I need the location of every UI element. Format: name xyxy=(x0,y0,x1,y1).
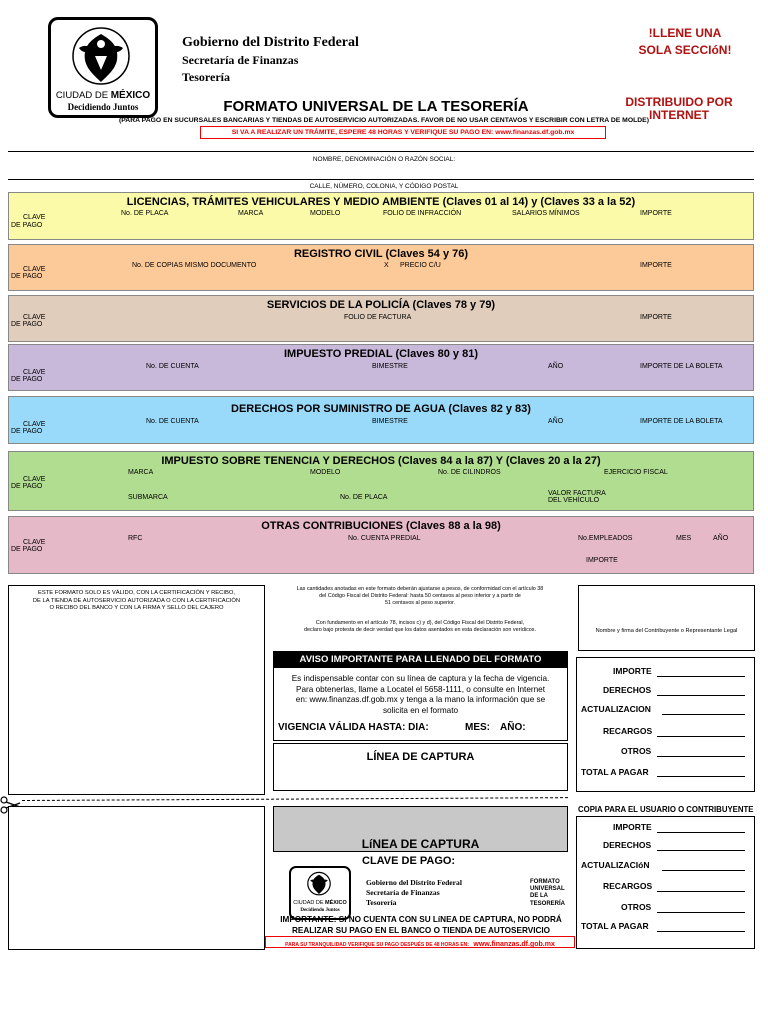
copy-total-importe-label: IMPORTE xyxy=(613,822,652,832)
vigencia-label: VIGENCIA VÁLIDA HASTA: DIA: xyxy=(278,722,429,733)
clave-label: DE PAGO xyxy=(11,376,43,383)
clave-label: DE PAGO xyxy=(11,321,43,328)
col-label: EJERCICIO FISCAL xyxy=(604,469,668,476)
col-label: No. DE CUENTA xyxy=(146,418,199,425)
copy-logo xyxy=(289,866,351,920)
col-label: SALARIOS MÍNIMOS xyxy=(512,210,580,217)
tesoreria-name: Tesorería xyxy=(182,70,230,84)
logo-motto: Decidiendo Juntos xyxy=(67,102,139,112)
col-label: MODELO xyxy=(310,210,341,217)
distributed-line2: INTERNET xyxy=(649,108,709,122)
address-field-label: CALLE, NÚMERO, COLONIA, Y CÓDIGO POSTAL xyxy=(309,183,459,190)
copy-totals-box[interactable] xyxy=(576,816,755,949)
col-label: IMPORTE DE LA BOLETA xyxy=(640,363,723,370)
col-label: FOLIO DE INFRACCIÓN xyxy=(383,210,462,217)
total-pagar-label: TOTAL A PAGAR xyxy=(581,767,649,777)
section-title: REGISTRO CIVIL (Claves 54 y 76) xyxy=(293,248,469,260)
clave-label: CLAVE xyxy=(23,369,46,376)
section-title: IMPUESTO SOBRE TENENCIA Y DERECHOS (Claves 84 a la 87) Y (Claves 20 a la 27) xyxy=(161,455,601,467)
copy-certification-box xyxy=(8,806,265,950)
name-field-label: NOMBRE, DENOMINACIÓN O RAZÓN SOCIAL: xyxy=(312,156,456,163)
total-pagar-field[interactable] xyxy=(657,776,745,777)
aviso-box xyxy=(273,651,568,741)
copy-total-derechos-label: DERECHOS xyxy=(603,840,652,850)
copy-total-actualizacion-label: ACTUALIZACIóN xyxy=(581,860,650,870)
cut-line xyxy=(22,797,568,801)
certification-box xyxy=(8,585,265,795)
clave-label: DE PAGO xyxy=(11,483,43,490)
total-derechos-label: DERECHOS xyxy=(603,685,652,695)
total-otros-field[interactable] xyxy=(657,756,745,757)
section-title: DERECHOS POR SUMINISTRO DE AGUA (Claves 82 y 83) xyxy=(231,403,531,415)
copy-total-actualizacion-field[interactable] xyxy=(662,870,745,871)
col-label: VALOR FACTURA xyxy=(548,490,606,497)
copy-total-importe-field[interactable] xyxy=(657,832,745,833)
copy-important-note: IMPORTANTE: SI NO CUENTA CON SU LíNEA DE CAPTURA, NO PODRÁ REALIZAR SU PAGO EN EL BANCO O TIENDA DE AUTOSERVICIO xyxy=(280,915,562,935)
col-label: MARCA xyxy=(238,210,264,217)
mes-label: MES: xyxy=(465,722,490,733)
copy-verify-footer: PARA SU TRANQUILIDAD VERIFIQUE SU PAGO DESPUÉS DE 48 HORAS EN: www.finanzas.df.gob.mx xyxy=(265,936,575,948)
copy-total-recargos-field[interactable] xyxy=(657,891,745,892)
total-importe-label: IMPORTE xyxy=(613,666,652,676)
col-label: RFC xyxy=(128,535,143,542)
legal-declaration-note: Con fundamento en el artículo 78, incisos c) y d), del Código Fiscal del Distrito Federal, declaro bajo protesta de decir verdad que los datos asentados en esta declaración son verídicos. xyxy=(304,620,536,633)
city-emblem-icon xyxy=(61,26,141,88)
clave-label: CLAVE xyxy=(23,314,46,321)
signature-box[interactable] xyxy=(578,585,755,651)
section-title: OTRAS CONTRIBUCIONES (Claves 88 a la 98) xyxy=(261,520,501,532)
total-importe-field[interactable] xyxy=(657,676,745,677)
col-label: BIMESTRE xyxy=(372,418,408,425)
copy-total-pagar-field[interactable] xyxy=(657,931,745,932)
validity-note: ESTE FORMATO SOLO ES VÁLIDO, CON LA CERTIFICACIÓN Y RECIBO, DE LA TIENDA DE AUTOSERVICIO AUTORIZADA O CON LA CERTIFICACIÓN O RECIBO DEL BANCO Y CON LA FIRMA Y SELLO DEL CAJERO xyxy=(32,590,241,611)
col-label: No. DE PLACA xyxy=(340,494,388,501)
section-otras[interactable] xyxy=(8,516,754,574)
col-label: No. DE CILINDROS xyxy=(438,469,501,476)
clave-label: CLAVE xyxy=(23,214,46,221)
col-label: PRECIO C/U xyxy=(400,262,441,269)
copy-formato-text: FORMATO UNIVERSAL DE LA TESORERÍA xyxy=(530,879,566,907)
col-label: MARCA xyxy=(128,469,154,476)
col-label: X xyxy=(384,262,389,269)
clave-label: CLAVE xyxy=(23,266,46,273)
col-label: SUBMARCA xyxy=(128,494,168,501)
copy-logo-city: CIUDAD DE MÉXICO xyxy=(293,900,347,906)
copy-gov-text: Gobierno del Distrito Federal Secretaría de Finanzas Tesorería xyxy=(366,878,462,907)
copy-linea-captura-label: LíNEA DE CAPTURA xyxy=(361,837,480,851)
linea-captura-label: LÍNEA DE CAPTURA xyxy=(366,751,475,763)
col-label: IMPORTE xyxy=(640,262,672,269)
distributed-line1: DISTRIBUIDO POR xyxy=(625,95,733,109)
section-title: IMPUESTO PREDIAL (Claves 80 y 81) xyxy=(284,348,478,360)
col-label: No. DE CUENTA xyxy=(146,363,199,370)
col-label: IMPORTE xyxy=(640,210,672,217)
clave-label: DE PAGO xyxy=(11,428,43,435)
linea-captura-box[interactable] xyxy=(273,743,568,791)
copy-clave-pago-label: CLAVE DE PAGO: xyxy=(362,855,456,867)
col-label: No. DE PLACA xyxy=(121,210,169,217)
legal-rounding-note: Las cantidades anotadas en este formato deberán ajustarse a pesos, de conformidad con el artículo 38 del Código Fiscal del Distrito Federal: hasta 50 centavos al peso inferior y a partir de 51 centavos al peso superior. xyxy=(296,586,544,606)
verify-warning: SI VA A REALIZAR UN TRÁMITE, ESPERE 48 HORAS Y VERIFIQUE SU PAGO EN: www.finanzas.df.gob.mx xyxy=(200,126,606,139)
clave-label: DE PAGO xyxy=(11,222,43,229)
page-subtitle: (PARA PAGO EN SUCURSALES BANCARIAS Y TIENDAS DE AUTOSERVICIO AUTORIZADAS. FAVOR DE NO USAR CENTAVOS Y ESCRIBIR CON LETRA DE MOLDE) xyxy=(119,117,649,124)
total-otros-label: OTROS xyxy=(621,746,652,756)
aviso-body: Es indispensable contar con su línea de captura y la fecha de vigencia. Para obtenerlas, llame a Locatel el 5658-1111, o consulte en Internet en: www.finanzas.df.gob.mx y tenga a la mano la información que se solicita en el formato xyxy=(291,674,550,715)
col-label: No. CUENTA PREDIAL xyxy=(348,535,421,542)
col-label: MODELO xyxy=(310,469,341,476)
logo xyxy=(48,17,158,118)
totals-box[interactable] xyxy=(576,657,755,792)
total-actualizacion-field[interactable] xyxy=(662,714,745,715)
copy-logo-motto: Decidiendo Juntos xyxy=(300,908,340,913)
section-tenencia[interactable] xyxy=(8,451,754,511)
clave-label: CLAVE xyxy=(23,539,46,546)
section-title: SERVICIOS DE LA POLICÍA (Claves 78 y 79) xyxy=(266,299,496,311)
total-actualizacion-label: ACTUALIZACION xyxy=(581,704,651,714)
col-label: DEL VEHÍCULO xyxy=(548,497,600,504)
section-title: LICENCIAS, TRÁMITES VEHICULARES Y MEDIO AMBIENTE (Claves 01 al 14) y (Claves 33 a la 52) xyxy=(126,196,636,208)
clave-label: DE PAGO xyxy=(11,273,43,280)
section-policia[interactable] xyxy=(8,295,754,342)
clave-label: CLAVE xyxy=(23,421,46,428)
name-field[interactable] xyxy=(8,166,754,180)
total-derechos-field[interactable] xyxy=(657,695,745,696)
col-label: No. DE COPIAS MISMO DOCUMENTO xyxy=(132,262,257,269)
copy-label: COPIA PARA EL USUARIO O CONTRIBUYENTE xyxy=(578,805,754,814)
col-label: IMPORTE xyxy=(586,557,618,564)
col-label: FOLIO DE FACTURA xyxy=(344,314,412,321)
col-label: AÑO xyxy=(713,535,729,542)
section-registro[interactable] xyxy=(8,244,754,291)
copy-total-otros-field[interactable] xyxy=(657,912,745,913)
copy-total-otros-label: OTROS xyxy=(621,902,652,912)
clave-label: CLAVE xyxy=(23,476,46,483)
section-licencias[interactable] xyxy=(8,192,754,240)
city-emblem-icon xyxy=(303,870,335,898)
copy-total-derechos-field[interactable] xyxy=(657,850,745,851)
secretaria-name: Secretaría de Finanzas xyxy=(182,53,299,67)
divider xyxy=(8,179,754,180)
col-label: AÑO xyxy=(548,363,564,370)
signature-label: Nombre y firma del Contribuyente o Representante Legal xyxy=(595,628,738,634)
anio-label: AÑO: xyxy=(500,722,526,733)
col-label: BIMESTRE xyxy=(372,363,408,370)
page-title: FORMATO UNIVERSAL DE LA TESORERÍA xyxy=(223,98,529,115)
divider xyxy=(8,151,754,152)
col-label: IMPORTE xyxy=(640,314,672,321)
aviso-title: AVISO IMPORTANTE PARA LLENADO DEL FORMATO xyxy=(274,652,567,668)
col-label: IMPORTE DE LA BOLETA xyxy=(640,418,723,425)
gov-name: Gobierno del Distrito Federal xyxy=(182,35,359,50)
logo-city-name: CIUDAD DE MÉXICO xyxy=(55,90,151,101)
copy-total-recargos-label: RECARGOS xyxy=(603,881,653,891)
section-predial[interactable] xyxy=(8,344,754,391)
section-agua[interactable] xyxy=(8,396,754,444)
col-label: No.EMPLEADOS xyxy=(578,535,633,542)
total-recargos-field[interactable] xyxy=(657,736,745,737)
clave-label: DE PAGO xyxy=(11,546,43,553)
col-label: MES xyxy=(676,535,692,542)
total-recargos-label: RECARGOS xyxy=(603,726,653,736)
notice-line1: !LLENE UNA xyxy=(648,26,722,40)
copy-total-pagar-label: TOTAL A PAGAR xyxy=(581,921,649,931)
notice-line2: SOLA SECCIóN! xyxy=(638,43,732,57)
col-label: AÑO xyxy=(548,418,564,425)
